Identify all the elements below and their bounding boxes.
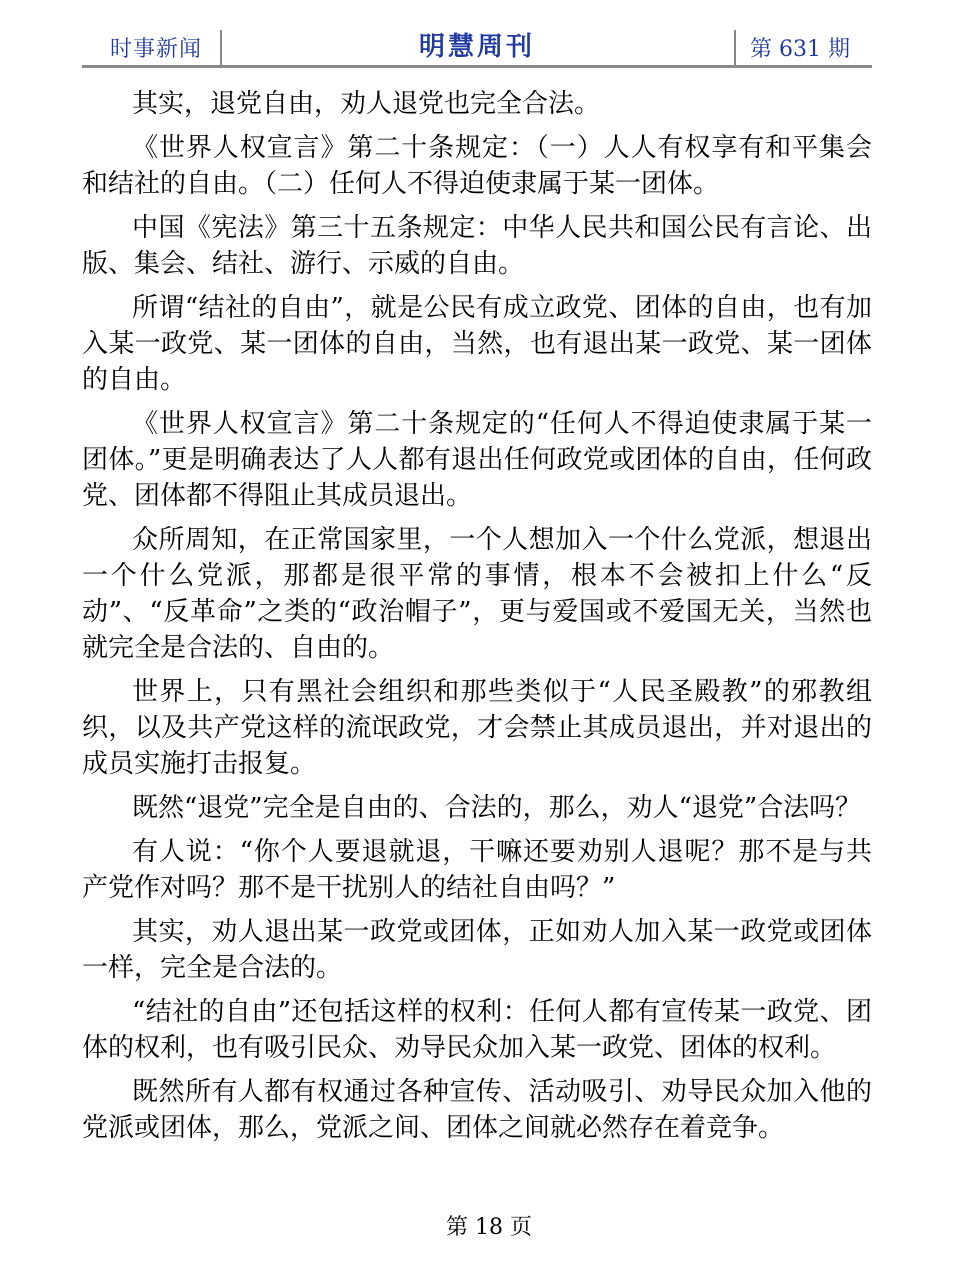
paragraph: 有人说：“你个人要退就退，干嘛还要劝别人退呢？那不是与共产党作对吗？那不是干扰别人的结社自由吗？” xyxy=(82,837,872,903)
header-divider-right xyxy=(734,30,736,66)
paragraph: 中国《宪法》第三十五条规定：中华人民共和国公民有言论、出版、集会、结社、游行、示威的自由。 xyxy=(82,213,872,279)
paragraph: 其实，劝人退出某一政党或团体，正如劝人加入某一政党或团体一样，完全是合法的。 xyxy=(82,917,872,983)
paragraph: 《世界人权宣言》第二十条规定：（一）人人有权享有和平集会和结社的自由。（二）任何人不得迫使隶属于某一团体。 xyxy=(82,133,872,199)
page-header xyxy=(82,24,872,70)
page-number: 第 18 页 xyxy=(446,1215,532,1240)
paragraph: 世界上，只有黑社会组织和那些类似于“人民圣殿教”的邪教组织，以及共产党这样的流氓政党，才会禁止其成员退出，并对退出的成员实施打击报复。 xyxy=(82,677,872,779)
paragraph: “结社的自由”还包括这样的权利：任何人都有宣传某一政党、团体的权利，也有吸引民众、劝导民众加入某一政党、团体的权利。 xyxy=(82,997,872,1063)
paragraph: 其实，退党自由，劝人退党也完全合法。 xyxy=(132,89,601,119)
magazine-title: 明慧周刊 xyxy=(418,32,535,62)
section-label: 时事新闻 xyxy=(110,37,203,62)
article-body xyxy=(82,86,872,1154)
paragraph: 所谓“结社的自由”，就是公民有成立政党、团体的自由，也有加入某一政党、某一团体的自由，当然，也有退出某一政党、某一团体的自由。 xyxy=(82,293,872,395)
header-rule xyxy=(82,65,872,68)
paragraph: 既然所有人都有权通过各种宣传、活动吸引、劝导民众加入他的党派或团体，那么，党派之间、团体之间就必然存在着竞争。 xyxy=(82,1077,872,1143)
paragraph: 既然“退党”完全是自由的、合法的，那么，劝人“退党”合法吗？ xyxy=(132,793,862,823)
paragraph: 众所周知，在正常国家里，一个人想加入一个什么党派，想退出一个什么党派，那都是很平常的事情，根本不会被扣上什么“反动”、“反革命”之类的“政治帽子”，更与爱国或不爱国无关，当然也就完全是合法的、自由的。 xyxy=(82,525,872,663)
paragraph: 《世界人权宣言》第二十条规定的“任何人不得迫使隶属于某一团体。”更是明确表达了人人都有退出任何政党或团体的自由，任何政党、团体都不得阻止其成员退出。 xyxy=(82,409,872,511)
issue-number: 第 631 期 xyxy=(750,37,850,62)
